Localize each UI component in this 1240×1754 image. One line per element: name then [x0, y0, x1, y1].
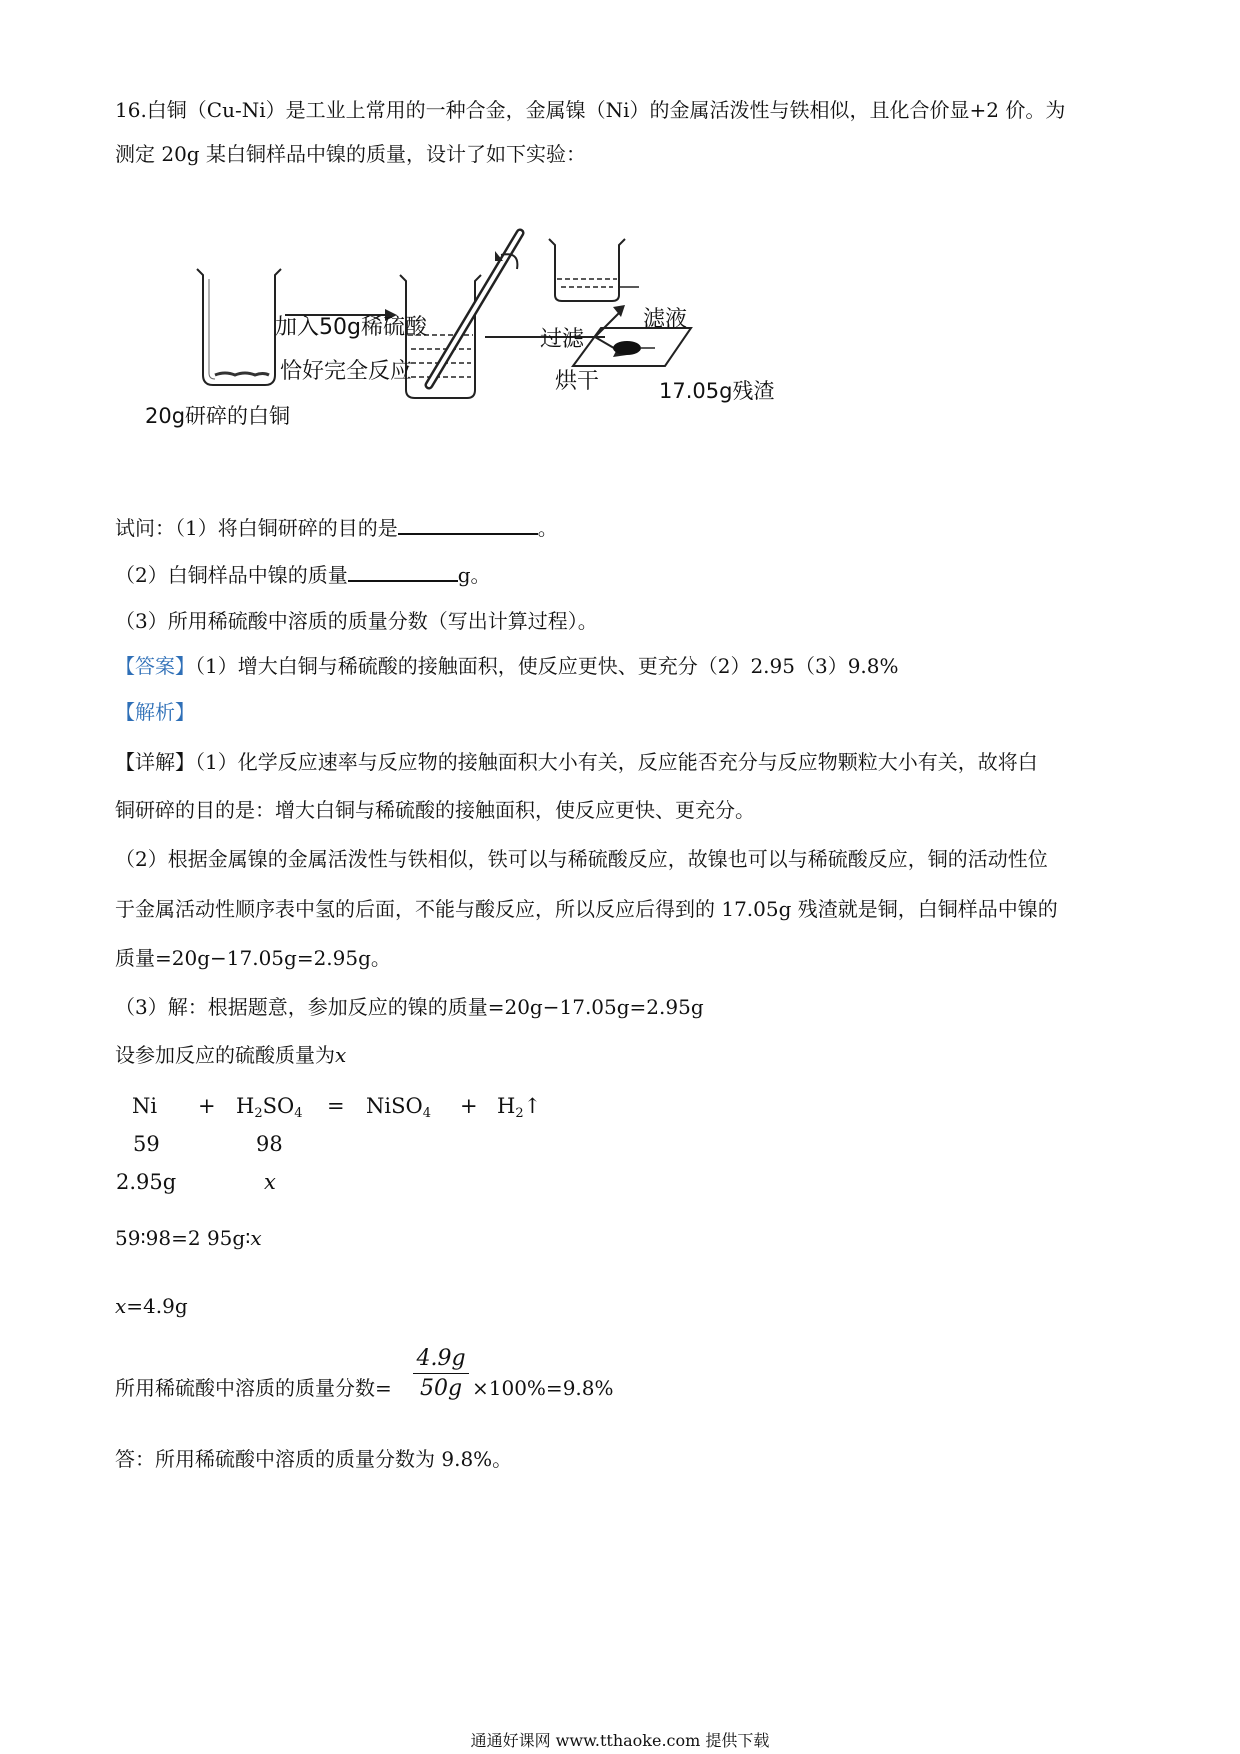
- result-line: x=4.9g: [115, 1294, 188, 1318]
- filtrate-label: 滤液: [643, 307, 688, 332]
- eq-niso4: NiSO$_4$: [366, 1094, 431, 1121]
- detail-line-1: 【详解】（1）化学反应速率与反应物的接触面积大小有关，反应能否充分与反应物颗粒大小有关，故将白: [115, 750, 1038, 774]
- gas-arrow-icon: ↑: [523, 1094, 542, 1118]
- analysis-tag: 【解析】: [115, 700, 195, 724]
- eq-equals: =: [327, 1094, 345, 1118]
- answer-blank-2: [348, 580, 458, 582]
- answer-text: （1）增大白铜与稀硫酸的接触面积，使反应更快、更充分（2）2.95（3）9.8%: [195, 654, 899, 678]
- mw-ni: 59: [133, 1132, 160, 1156]
- filter-label: 过滤: [540, 327, 585, 352]
- dry-label: 烘干: [555, 369, 600, 394]
- answer-tag: 【答案】: [115, 654, 195, 678]
- sub-question-2: （2）白铜样品中镍的质量 g。: [115, 563, 491, 587]
- residue-filter-paper: [573, 328, 691, 366]
- question-line-1: 16.白铜（Cu-Ni）是工业上常用的一种合金，金属镍（Ni）的金属活泼性与铁相似，且化合价显+2 价。为: [115, 98, 1066, 122]
- detail-line-7: 设参加反应的硫酸质量为x: [115, 1043, 347, 1067]
- sub-question-1: 试问：（1）将白铜研碎的目的是 。: [115, 516, 558, 540]
- mass-ni: 2.95g: [116, 1170, 177, 1194]
- detail-line-4: 于金属活动性顺序表中氢的后面，不能与酸反应，所以反应后得到的 17.05g 残渣就是铜，白铜样品中镍的: [115, 897, 1058, 921]
- fraction: [413, 1346, 469, 1401]
- eq-h2so4: $H_2SO_4$: [236, 1094, 303, 1121]
- fraction-numerator: 4.9g: [413, 1346, 469, 1374]
- sample-label: 20g研碎的白铜: [145, 404, 291, 428]
- answer-line: [115, 652, 899, 680]
- eq-h2: $H_2↑$: [497, 1094, 542, 1121]
- final-answer: 答：所用稀硫酸中溶质的质量分数为 9.8%。: [115, 1447, 513, 1471]
- detail-line-2: 铜研碎的目的是：增大白铜与稀硫酸的接触面积，使反应更快、更充分。: [115, 798, 755, 822]
- sub-question-3: （3）所用稀硫酸中溶质的质量分数（写出计算过程）。: [115, 609, 598, 633]
- detail-line-3: （2）根据金属镍的金属活泼性与铁相似，铁可以与稀硫酸反应，故镍也可以与稀硫酸反应，铜的活动性位: [115, 847, 1048, 871]
- sample-beaker: [197, 269, 281, 385]
- eq-plus-2: +: [460, 1094, 478, 1118]
- detail-line-5: 质量=20g−17.05g=2.95g。: [115, 946, 391, 970]
- mw-h2so4: 98: [256, 1132, 283, 1156]
- fraction-suffix: ×100%=9.8%: [472, 1376, 614, 1400]
- arrow-label-bottom: 恰好完全反应: [280, 359, 413, 384]
- filtrate-beaker: [549, 239, 639, 301]
- fraction-prefix: 所用稀硫酸中溶质的质量分数=: [115, 1376, 392, 1400]
- residue-label: 17.05g残渣: [659, 379, 775, 403]
- eq-plus-1: +: [198, 1094, 216, 1118]
- answer-blank-1: [398, 533, 538, 535]
- ratio-line: 59∶98=2 95g∶x: [115, 1226, 262, 1250]
- mass-x: x: [264, 1170, 276, 1194]
- detail-line-6: （3）解：根据题意，参加反应的镍的质量=20g−17.05g=2.95g: [115, 995, 704, 1019]
- arrow-label-top: 加入50g稀硫酸: [275, 315, 427, 340]
- footer: 通通好课网 www.tthaoke.com 提供下载: [470, 1731, 770, 1750]
- fraction-denominator: 50g: [419, 1376, 463, 1401]
- eq-ni: Ni: [132, 1094, 158, 1118]
- question-line-2: 测定 20g 某白铜样品中镍的质量，设计了如下实验：: [115, 142, 586, 166]
